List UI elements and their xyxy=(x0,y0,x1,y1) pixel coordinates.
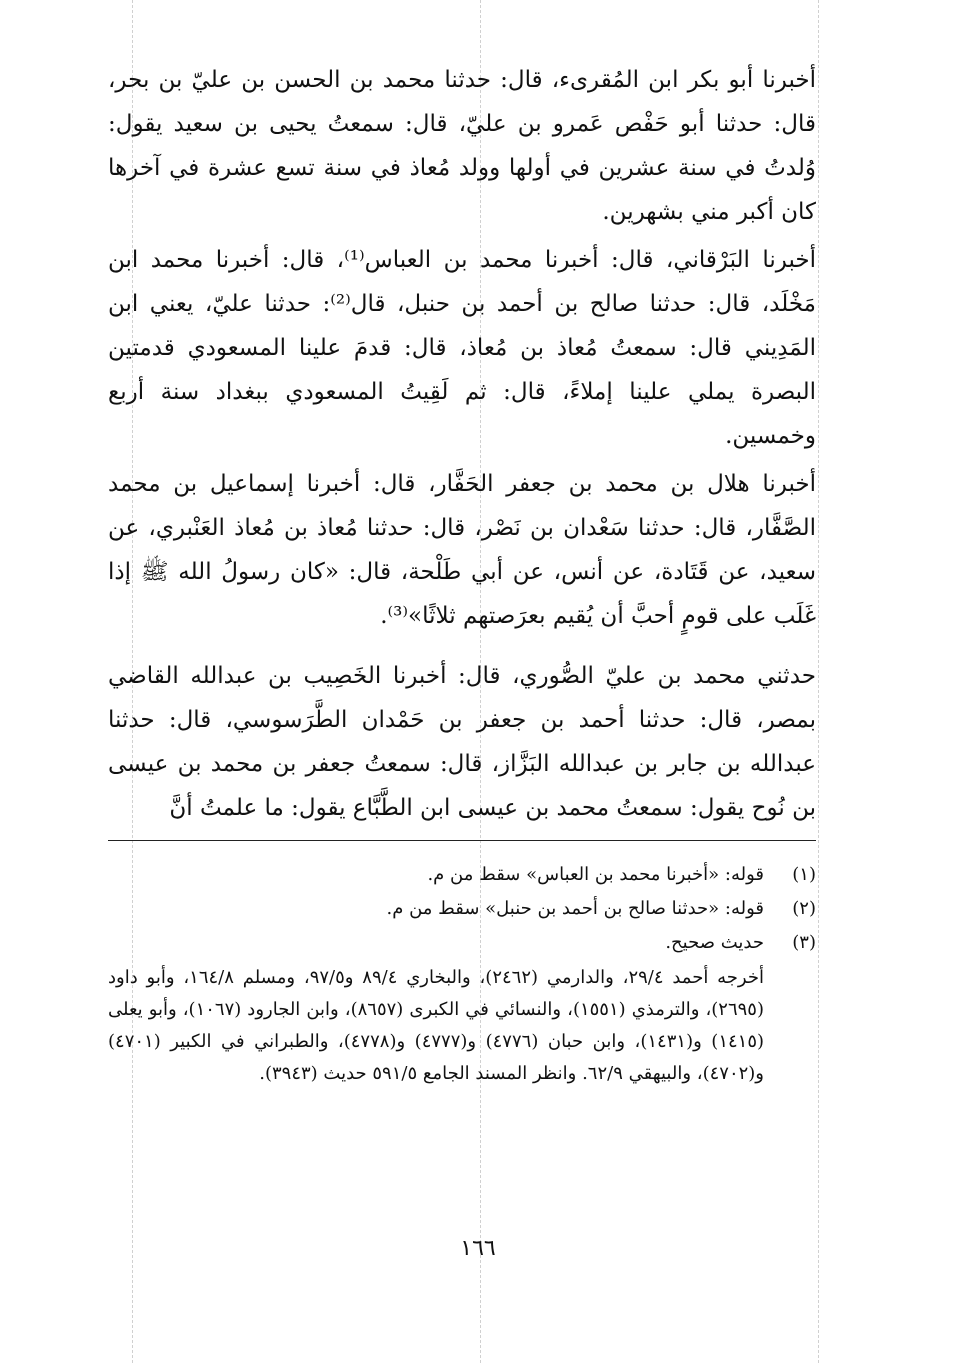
paragraph-text: أخبرنا البَرْقاني، قال: أخبرنا محمد بن العباس⁽¹⁾، قال: أخبرنا محمد ابن مَخْلَد، قال: حدثنا صالح بن أحمد بن حنبل، قال⁽²⁾: حدثنا عليّ، يعني ابن المَدِيني قال: سمعتُ مُعاذ بن مُعاذ، قال: قدمَ علينا المسعودي قدمتين البصرة يملي علينا إملاءً، قال: ثم لَقِيتُ المسعودي ببغداد سنة أربع وخمسين. xyxy=(108,247,817,449)
page-number: ١٦٦ xyxy=(460,1236,496,1261)
paragraph-3 xyxy=(108,462,816,638)
footnote-number: (٢) xyxy=(792,898,816,919)
paragraph-1 xyxy=(108,58,816,234)
paragraph-2 xyxy=(108,238,816,458)
margin-guide-line xyxy=(818,0,819,1363)
footnote-separator xyxy=(108,840,816,841)
footnote-1 xyxy=(108,858,816,892)
paragraph-text: أخبرنا أبو بكر ابن المُقرىء، قال: حدثنا محمد بن الحسن بن عليّ بن بحر، قال: حدثنا أبو حَفْص عَمرو بن عليّ، قال: سمعتُ يحيى بن سعيد يقول: وُلدتُ في سنة عشرين في أولها وولد مُعاذ في سنة تسع عشرة في آخرها كان أكبر مني بشهرين. xyxy=(108,67,816,225)
paragraph-text: أخبرنا هلال بن محمد بن جعفر الحَفَّار، قال: أخبرنا إسماعيل بن محمد الصَّفَّار، قال: حدثنا سَعْدان بن نَصْر، قال: حدثنا مُعاذ بن مُعاذ العَنْبري، عن سعيد، عن قَتَادة، عن أنس، عن أبي طَلْحة، قال: «كان رسولُ الله ﷺ إذا غَلَب على قومٍ أحبَّ أن يُقيم بعرَصتهم ثلاثًا»⁽³⁾. xyxy=(108,471,816,629)
footnote-text: قوله: «أخبرنا محمد بن العباس» سقط من م. xyxy=(427,864,764,885)
footnote-number: (٣) xyxy=(792,932,816,953)
paragraph-4 xyxy=(108,654,816,830)
paragraph-text: حدثني محمد بن عليّ الصُّوري، قال: أخبرنا الخَصِيب بن عبدالله القاضي بمصر، قال: حدثنا أحمد بن جعفر بن حَمْدان الطَّرَسوسي، قال: حدثنا عبدالله بن جابر بن عبدالله البَزَّاز، قال: سمعتُ جعفر بن محمد بن عيسى بن نُوح يقول: سمعتُ محمد بن عيسى ابن الطَّبَّاع يقول: ما علمتُ أنَّ xyxy=(108,663,816,821)
footnote-3 xyxy=(108,926,816,960)
footnote-text: قوله: «حدثنا صالح بن أحمد بن حنبل» سقط من م. xyxy=(386,898,764,919)
footnotes xyxy=(108,858,816,1090)
footnote-number: (١) xyxy=(792,864,816,885)
footnote-3-takhrij: أخرجه أحمد ٢٩/٤، والدارمي (٢٤٦٢)، والبخاري ٨٩/٤ و٩٧/٥، ومسلم ١٦٤/٨، وأبو داود (٢٦٩٥)، والترمذي (١٥٥١)، والنسائي في الكبرى (٨٦٥٧)، وابن الجارود (١٠٦٧)، وأبو يعلى (١٤١٥) و(١٤٣١)، وابن حبان (٤٧٧٦) و(٤٧٧٧) و(٤٧٧٨)، والطبراني في الكبير (٤٧٠١) و(٤٧٠٢)، والبيهقي ٦٢/٩. وانظر المسند الجامع ٥٩١/٥ حديث (٣٩٤٣). xyxy=(108,967,765,1084)
footnote-text: حديث صحيح. xyxy=(665,932,764,953)
footnote-2 xyxy=(108,892,816,926)
